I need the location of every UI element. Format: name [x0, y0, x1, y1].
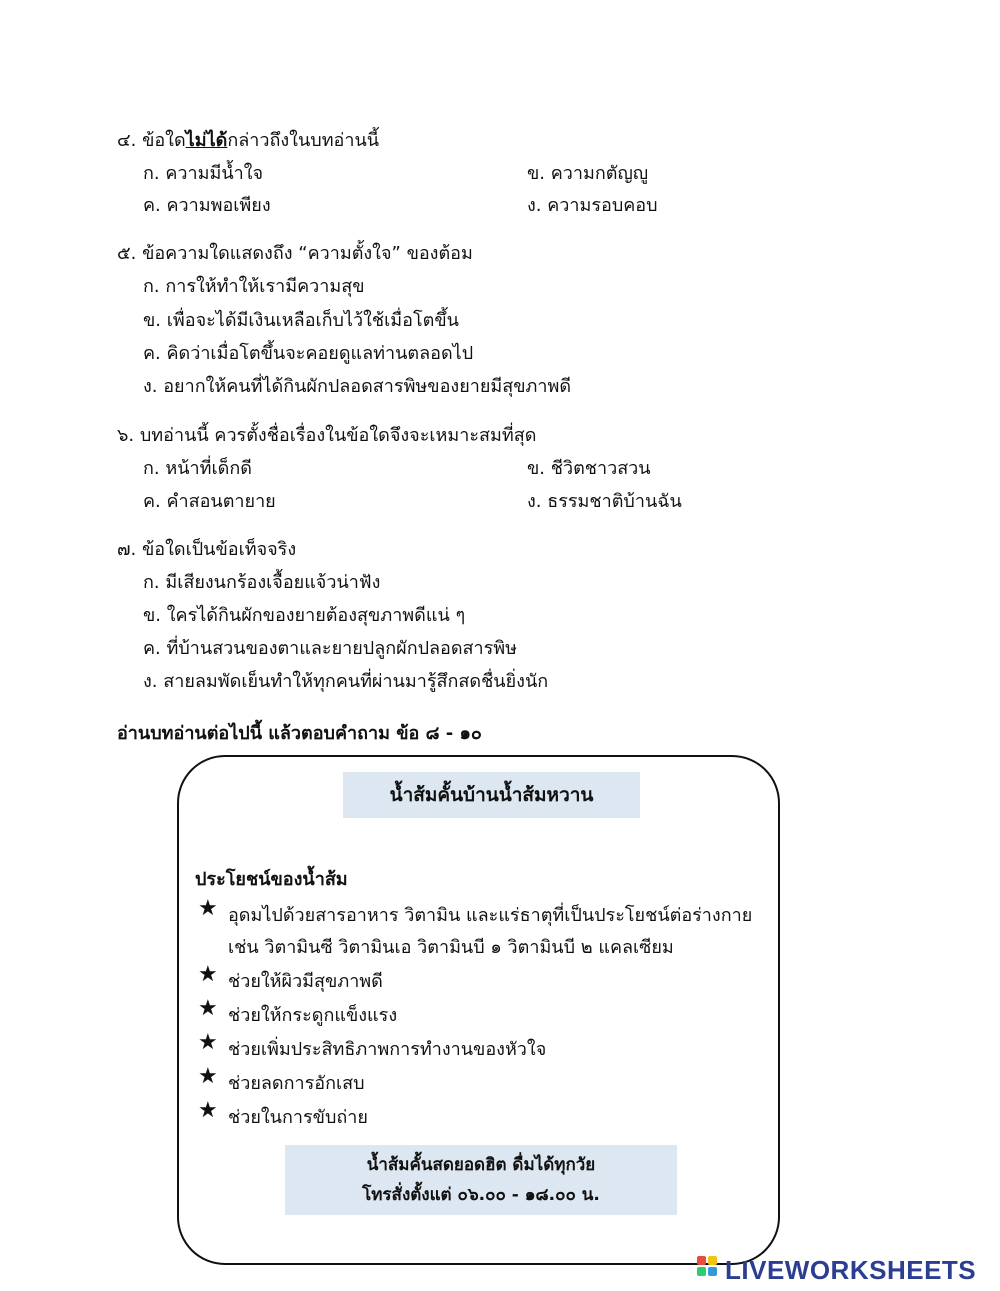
q5-option-b[interactable]: ข. เพื่อจะได้มีเงินเหลือเก็บไว้ใช้เมื่อโตขึ้น: [143, 310, 459, 331]
q5-option-a[interactable]: ก. การให้ทำให้เรามีความสุข: [143, 276, 365, 297]
star-icon: ★: [198, 962, 218, 987]
footer-line-2: โทรสั่งตั้งแต่ ๐๖.๐๐ - ๑๘.๐๐ น.: [362, 1185, 600, 1205]
benefit-item: อุดมไปด้วยสารอาหาร วิตามิน และแร่ธาตุที่เป็นประโยชน์ต่อร่างกาย: [228, 905, 753, 926]
logo-mark-icon: [697, 1256, 721, 1284]
q4-option-a[interactable]: ก. ความมีน้ำใจ: [143, 163, 264, 184]
q6-option-a[interactable]: ก. หน้าที่เด็กดี: [143, 458, 252, 479]
star-icon: ★: [198, 896, 218, 921]
q7-option-b[interactable]: ข. ใครได้กินผักของยายต้องสุขภาพดีแน่ ๆ: [143, 605, 466, 626]
logo-square-icon: [708, 1256, 717, 1265]
star-icon: ★: [198, 1030, 218, 1055]
q4-option-d[interactable]: ง. ความรอบคอบ: [527, 195, 658, 216]
question-4-prefix: ๔. ข้อใด: [117, 130, 186, 151]
logo-square-icon: [708, 1267, 717, 1276]
logo-square-icon: [697, 1267, 706, 1276]
question-7: ๗. ข้อใดเป็นข้อเท็จจริง: [117, 539, 297, 560]
liveworksheets-logo: [697, 1254, 976, 1286]
question-4: [117, 125, 379, 154]
footer-line-1: น้ำส้มคั้นสดยอดฮิต ดื่มได้ทุกวัย: [366, 1155, 596, 1175]
q4-option-c[interactable]: ค. ความพอเพียง: [143, 195, 271, 216]
reading-instruction: อ่านบทอ่านต่อไปนี้ แล้วตอบคำถาม ข้อ ๘ - ๑๐: [117, 723, 482, 744]
star-icon: ★: [198, 996, 218, 1021]
q7-option-a[interactable]: ก. มีเสียงนกร้องเจื้อยแจ้วน่าฟัง: [143, 572, 381, 593]
benefits-heading: ประโยชน์ของน้ำส้ม: [195, 869, 348, 890]
q6-option-d[interactable]: ง. ธรรมชาติบ้านฉัน: [527, 491, 682, 512]
logo-square-icon: [697, 1256, 706, 1265]
passage-footer: [285, 1145, 677, 1215]
question-4-suffix: กล่าวถึงในบทอ่านนี้: [227, 130, 380, 151]
q5-option-d[interactable]: ง. อยากให้คนที่ได้กินผักปลอดสารพิษของยายมีสุขภาพดี: [143, 376, 572, 397]
question-6: ๖. บทอ่านนี้ ควรตั้งชื่อเรื่องในข้อใดจึงจะเหมาะสมที่สุด: [117, 425, 537, 446]
benefit-item: ช่วยให้กระดูกแข็งแรง: [228, 1005, 398, 1026]
q6-option-b[interactable]: ข. ชีวิตชาวสวน: [527, 458, 651, 479]
question-5: ๕. ข้อความใดแสดงถึง “ความตั้งใจ” ของต้อม: [117, 243, 473, 264]
q7-option-d[interactable]: ง. สายลมพัดเย็นทำให้ทุกคนที่ผ่านมารู้สึกสดชื่นยิ่งนัก: [143, 671, 549, 692]
question-4-emphasis: ไม่ได้: [185, 130, 228, 151]
q6-option-c[interactable]: ค. คำสอนตายาย: [143, 491, 276, 512]
q4-option-b[interactable]: ข. ความกตัญญู: [527, 163, 649, 184]
q7-option-c[interactable]: ค. ที่บ้านสวนของตาและยายปลูกผักปลอดสารพิษ: [143, 638, 518, 659]
benefit-item: ช่วยให้ผิวมีสุขภาพดี: [228, 971, 383, 992]
passage-title: น้ำส้มคั้นบ้านน้ำส้มหวาน: [343, 772, 640, 818]
benefit-item: ช่วยในการขับถ่าย: [228, 1107, 368, 1128]
star-icon: ★: [198, 1064, 218, 1089]
benefit-item: ช่วยลดการอักเสบ: [228, 1073, 365, 1094]
logo-text: LIVEWORKSHEETS: [725, 1254, 977, 1285]
q5-option-c[interactable]: ค. คิดว่าเมื่อโตขึ้นจะคอยดูแลท่านตลอดไป: [143, 343, 474, 364]
star-icon: ★: [198, 1098, 218, 1123]
benefit-item: ช่วยเพิ่มประสิทธิภาพการทำงานของหัวใจ: [228, 1039, 547, 1060]
benefit-item-continuation: เช่น วิตามินซี วิตามินเอ วิตามินบี ๑ วิตามินบี ๒ แคลเซียม: [228, 937, 674, 958]
